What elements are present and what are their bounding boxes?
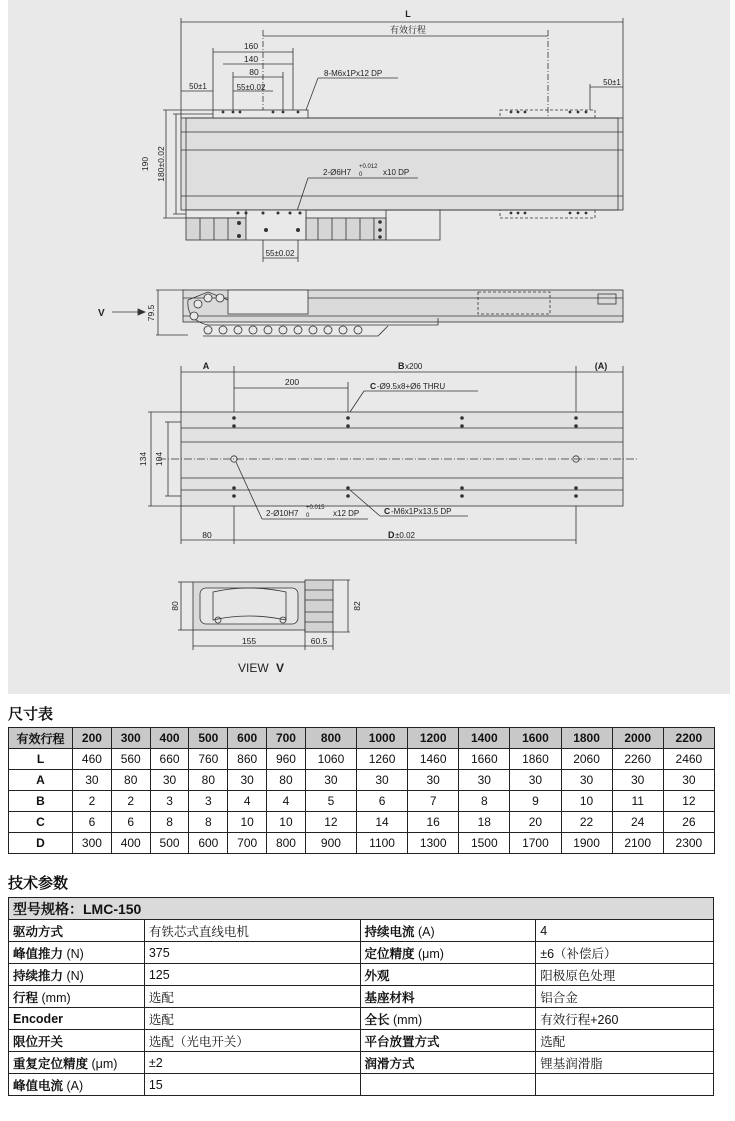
spec-row (9, 1074, 714, 1096)
spec-row (9, 986, 714, 1008)
dim-cell: 860 (228, 749, 267, 770)
dim-cell: 2060 (561, 749, 612, 770)
spec-value (144, 986, 360, 1008)
stroke-header: 500 (189, 728, 228, 749)
dim-cell: 12 (305, 812, 356, 833)
dim-cell: 30 (150, 770, 189, 791)
stroke-label: 有效行程 (389, 25, 427, 35)
spec-label (360, 920, 536, 942)
dim-cell: 22 (561, 812, 612, 833)
dim-80-bottom: 80 (202, 530, 212, 540)
dim-cell: 1100 (357, 833, 408, 854)
dim-cell: 12 (663, 791, 714, 812)
note-c-hole: C (370, 381, 377, 391)
spec-label (360, 1052, 536, 1074)
note-2-d10-tol: +0.015 (306, 505, 325, 511)
spec-value (536, 964, 714, 986)
spec-value-text: 选配（光电开关） (148, 1034, 249, 1049)
spec-value-text: 选配 (148, 990, 174, 1005)
dim-cell: 30 (305, 770, 356, 791)
spec-value (144, 920, 360, 942)
spec-value-text: 15 (148, 1077, 163, 1092)
spec-label-unit: (μm) (414, 946, 444, 961)
stroke-header: 2000 (612, 728, 663, 749)
spec-label-unit: (mm) (389, 1012, 423, 1027)
dim-row-l (9, 749, 715, 770)
dim-104: 104 (154, 451, 164, 467)
dimension-table (8, 727, 715, 854)
dim-cell: 500 (150, 833, 189, 854)
spec-row (9, 942, 714, 964)
spec-value (144, 1008, 360, 1030)
spec-value (144, 1030, 360, 1052)
dim-cell: 2460 (663, 749, 714, 770)
dim-cell: 10 (228, 812, 267, 833)
note-2-d6: 2-Ø6H7 (323, 168, 352, 177)
dim-cell: 8 (150, 812, 189, 833)
spec-label-text: Encoder (13, 1011, 64, 1026)
dim-cell: 7 (408, 791, 459, 812)
dim-cell: 5 (305, 791, 356, 812)
dim-cell: 11 (612, 791, 663, 812)
dim-d-label: D (388, 530, 395, 540)
dim-cell: 1700 (510, 833, 561, 854)
view-arrow-label: V (98, 308, 105, 319)
spec-label (9, 1008, 145, 1030)
view-caption: VIEW (238, 661, 269, 675)
dim-table-header-row (9, 728, 715, 749)
dim-cell: 960 (267, 749, 306, 770)
note-8-m6: 8-M6x1Px12 DP (324, 69, 383, 78)
dim-50-left: 50±1 (189, 82, 207, 91)
dim-cell: 18 (459, 812, 510, 833)
dim-row-c (9, 812, 715, 833)
stroke-header: 700 (267, 728, 306, 749)
dim-row-d (9, 833, 715, 854)
spec-value (144, 1074, 360, 1096)
dim-cell: 10 (561, 791, 612, 812)
spec-value (536, 942, 714, 964)
spec-value-text: ±6（补偿后） (540, 946, 617, 961)
dim-134: 134 (138, 451, 148, 467)
stroke-header: 1200 (408, 728, 459, 749)
note-c-m6-text: -M6x1Px13.5 DP (391, 507, 452, 516)
dim-cell: 300 (73, 833, 112, 854)
note-2-d6-tol: +0.012 (359, 164, 378, 170)
spec-table-title: 技术参数 (8, 875, 69, 892)
spec-table (8, 897, 714, 1096)
dim-cell: 30 (510, 770, 561, 791)
dim-row-a (9, 770, 715, 791)
stroke-header: 1400 (459, 728, 510, 749)
stroke-header: 1600 (510, 728, 561, 749)
spec-value-text: 阳极原色处理 (540, 968, 616, 983)
dim-cell: 6 (111, 812, 150, 833)
dim-cell: 560 (111, 749, 150, 770)
view-caption-bold: V (276, 661, 285, 675)
spec-label-text: 峰值推力 (13, 946, 64, 961)
spec-row (9, 964, 714, 986)
spec-value-text: ±2 (148, 1055, 163, 1070)
dim-cell: 1060 (305, 749, 356, 770)
dim-200: 200 (284, 377, 300, 387)
stroke-header: 800 (305, 728, 356, 749)
dim-cell: 30 (408, 770, 459, 791)
dim-80-side: 80 (170, 601, 180, 611)
dim-cell: 4 (228, 791, 267, 812)
dim-cell: 1300 (408, 833, 459, 854)
note-c-m6: C (384, 506, 391, 516)
spec-label (360, 1008, 536, 1030)
dim-cell: 8 (459, 791, 510, 812)
dim-55-top: 55±0.02 (236, 83, 266, 92)
dim-row-label: C (9, 812, 73, 833)
spec-value (536, 1008, 714, 1030)
dim-row-label: D (9, 833, 73, 854)
dim-cell: 1460 (408, 749, 459, 770)
spec-value-text: 选配 (148, 1012, 174, 1027)
model-header: 型号规格：LMC-150 (9, 898, 714, 920)
end-view (170, 580, 362, 675)
spec-label-text: 持续推力 (13, 968, 64, 983)
spec-label-unit: (N) (63, 968, 84, 983)
spec-label-text: 限位开关 (13, 1034, 64, 1049)
dim-190: 190 (140, 156, 150, 172)
spec-label (360, 1030, 536, 1052)
spec-label (360, 942, 536, 964)
dimension-table-title: 尺寸表 (8, 706, 54, 723)
top-view (140, 9, 623, 262)
spec-value-text: 锂基润滑脂 (540, 1056, 603, 1071)
spec-value-text: 选配 (540, 1034, 566, 1049)
dim-cell: 1900 (561, 833, 612, 854)
dim-60-5: 60.5 (310, 636, 328, 646)
spec-value (536, 986, 714, 1008)
stroke-header: 300 (111, 728, 150, 749)
spec-label-text: 全长 (364, 1012, 390, 1027)
spec-value (144, 964, 360, 986)
dim-cell: 700 (228, 833, 267, 854)
spec-value-text: 有铁芯式直线电机 (148, 924, 249, 939)
dim-cell: 14 (357, 812, 408, 833)
dim-cell: 8 (189, 812, 228, 833)
dim-cell: 2100 (612, 833, 663, 854)
dim-cell: 660 (150, 749, 189, 770)
dim-cell: 30 (561, 770, 612, 791)
dim-cell: 80 (267, 770, 306, 791)
spec-label (9, 920, 145, 942)
spec-label-text: 行程 (13, 990, 39, 1005)
spec-label-text: 持续电流 (364, 924, 415, 939)
spec-row (9, 1052, 714, 1074)
spec-label (360, 1074, 536, 1096)
spec-value (536, 1074, 714, 1096)
dim-row-label: A (9, 770, 73, 791)
dim-row-b (9, 791, 715, 812)
dim-cell: 1660 (459, 749, 510, 770)
spec-value-text: 125 (148, 967, 170, 982)
dim-140: 140 (243, 54, 259, 64)
dim-55-bottom: 55±0.02 (265, 249, 295, 258)
dim-80: 80 (249, 67, 259, 77)
dim-cell: 2260 (612, 749, 663, 770)
spec-value-text: 4 (540, 923, 548, 938)
stroke-header: 2200 (663, 728, 714, 749)
stroke-header: 200 (73, 728, 112, 749)
note-2-d10-depth: x12 DP (333, 509, 360, 518)
spec-label-text: 驱动方式 (13, 924, 64, 939)
spec-value (144, 942, 360, 964)
dim-cell: 26 (663, 812, 714, 833)
dim-cell: 30 (612, 770, 663, 791)
spec-label-text: 定位精度 (364, 946, 415, 961)
dim-b-label: B (398, 361, 405, 371)
spec-label (9, 942, 145, 964)
dim-cell: 600 (189, 833, 228, 854)
spec-label-text: 基座材料 (364, 990, 415, 1005)
dim-cell: 1500 (459, 833, 510, 854)
dim-cell: 10 (267, 812, 306, 833)
dim-cell: 460 (73, 749, 112, 770)
dim-cell: 900 (305, 833, 356, 854)
dim-160: 160 (243, 41, 259, 51)
dim-50-right: 50±1 (603, 78, 621, 87)
note-c-hole-text: -Ø9.5x8+Ø6 THRU (377, 382, 446, 391)
dim-table-body (9, 749, 715, 854)
dim-cell: 3 (150, 791, 189, 812)
spec-label-text: 润滑方式 (364, 1056, 415, 1071)
dim-cell: 30 (73, 770, 112, 791)
dim-cell: 1860 (510, 749, 561, 770)
spec-label-unit: (mm) (38, 990, 71, 1005)
note-2-d10-tol-low: 0 (306, 513, 310, 519)
spec-value-text: 375 (148, 945, 170, 960)
side-view (98, 290, 623, 336)
spec-value-text: 有效行程+260 (540, 1012, 619, 1027)
stroke-header: 1800 (561, 728, 612, 749)
dim-cell: 16 (408, 812, 459, 833)
dim-cell: 30 (663, 770, 714, 791)
dim-cell: 2 (73, 791, 112, 812)
spec-label-text: 外观 (364, 968, 390, 983)
stroke-header: 1000 (357, 728, 408, 749)
spec-value (536, 920, 714, 942)
spec-label (360, 986, 536, 1008)
spec-label (9, 986, 145, 1008)
drawing-panel (8, 0, 730, 694)
spec-label-unit: (μm) (88, 1056, 118, 1071)
spec-label-text: 重复定位精度 (13, 1056, 89, 1071)
spec-label-unit: (A) (63, 1078, 84, 1093)
dim-82: 82 (352, 601, 362, 611)
dim-79-5: 79.5 (146, 304, 156, 322)
spec-label-unit: (N) (63, 946, 84, 961)
stroke-header: 400 (150, 728, 189, 749)
spec-label (360, 964, 536, 986)
spec-label-text: 峰值电流 (13, 1078, 64, 1093)
note-2-d10: 2-Ø10H7 (266, 509, 299, 518)
dim-155: 155 (241, 636, 257, 646)
dim-b-suffix: x200 (405, 362, 423, 371)
dim-l-label: L (405, 9, 411, 19)
dim-cell: 30 (228, 770, 267, 791)
technical-drawing (8, 0, 730, 694)
spec-label (9, 1030, 145, 1052)
dim-cell: 6 (357, 791, 408, 812)
spec-row (9, 1030, 714, 1052)
dim-cell: 30 (459, 770, 510, 791)
spec-value (536, 1030, 714, 1052)
dim-cell: 800 (267, 833, 306, 854)
dim-180: 180±0.02 (156, 146, 166, 182)
spec-label (9, 964, 145, 986)
spec-label (9, 1052, 145, 1074)
dim-d-tol: ±0.02 (395, 531, 415, 540)
spec-value-text: 铝合金 (540, 990, 578, 1005)
dim-row-label: B (9, 791, 73, 812)
spec-header-row (9, 898, 714, 920)
dim-a-label: A (202, 361, 210, 371)
dim-cell: 2300 (663, 833, 714, 854)
stroke-header: 600 (228, 728, 267, 749)
dim-cell: 2 (111, 791, 150, 812)
dim-cell: 4 (267, 791, 306, 812)
dim-cell: 80 (111, 770, 150, 791)
dim-cell: 400 (111, 833, 150, 854)
spec-value (144, 1052, 360, 1074)
dim-cell: 80 (189, 770, 228, 791)
dim-cell: 3 (189, 791, 228, 812)
spec-row (9, 920, 714, 942)
spec-label-text: 平台放置方式 (364, 1034, 440, 1049)
dim-header-label: 有效行程 (9, 728, 73, 749)
note-2-d6-depth: x10 DP (383, 168, 410, 177)
dim-cell: 9 (510, 791, 561, 812)
spec-value (536, 1052, 714, 1074)
dim-cell: 6 (73, 812, 112, 833)
dim-a-paren-label: (A) (594, 361, 608, 371)
dim-cell: 30 (357, 770, 408, 791)
spec-label-unit: (A) (414, 924, 435, 939)
note-2-d6-tol-low: 0 (359, 172, 363, 178)
dim-cell: 760 (189, 749, 228, 770)
dim-cell: 20 (510, 812, 561, 833)
dim-row-label: L (9, 749, 73, 770)
spec-row (9, 1008, 714, 1030)
bottom-view (138, 361, 638, 544)
dim-cell: 1260 (357, 749, 408, 770)
spec-label (9, 1074, 145, 1096)
dim-cell: 24 (612, 812, 663, 833)
